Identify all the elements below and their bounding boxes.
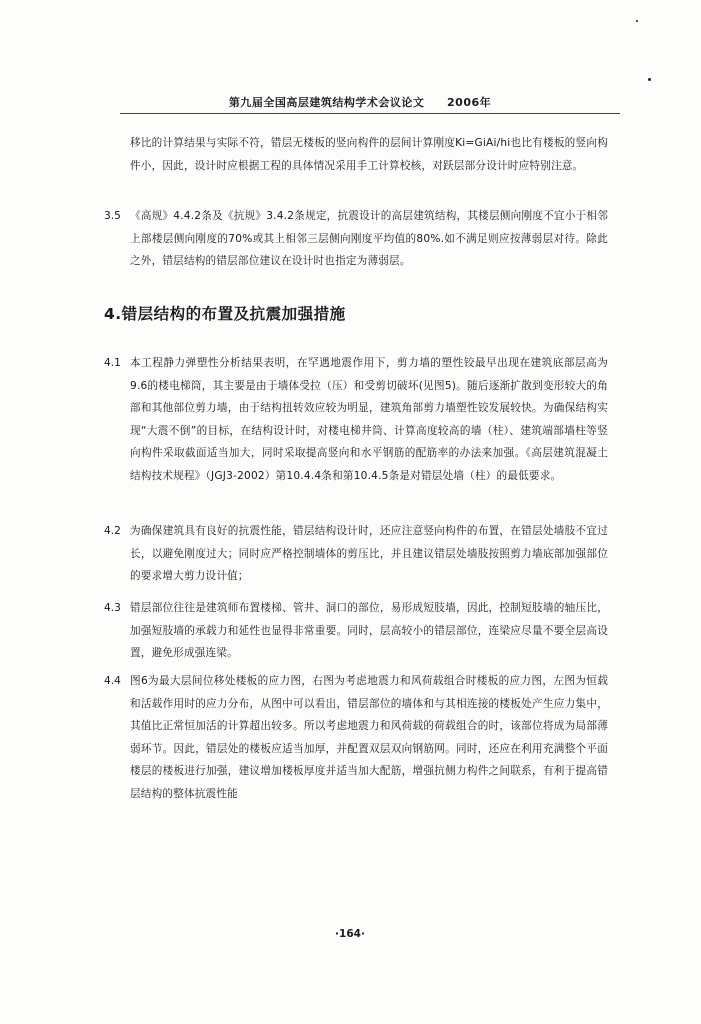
- item-number: 4.2: [104, 525, 121, 537]
- item-text: 为确保建筑具有良好的抗震性能，错层结构设计时，还应注意竖向构件的布置，在错层处墙肢不宜过长，以避免刚度过大；同时应严格控制墙体的剪压比，并且建议错层处墙肢按照剪力墙底部加强部位的要求增大剪力设计值；: [130, 525, 608, 582]
- item-text: 本工程静力弹塑性分析结果表明，在罕遇地震作用下，剪力墙的塑性铰最早出现在建筑底部层高为9.6的楼电梯筒，其主要是由于墙体受拉（压）和受剪切破坏(见图5)。随后逐渐扩散到变形较大的角部和其他部位剪力墙，由于结构扭转效应较为明显，建筑角部剪力墙塑性铰发展较快。为确保结构实现“大震不倒”的目标，在结构设计时，对楼电梯井筒、计算高度较高的墙（柱）、建筑端部墙柱等竖向构件采取截面适当加大，同时采取提高竖向和水平钢筋的配筋率的办法来加强。《高层建筑混凝土结构技术规程》（JGJ3-2002）第10.4.4条和第10.4.5条是对错层处墙（柱）的最低要求。: [130, 357, 608, 482]
- item-number: 4.4: [104, 675, 121, 687]
- scan-speck: [636, 20, 638, 22]
- header-year: 2006年: [447, 96, 492, 109]
- intro-paragraph: 移比的计算结果与实际不符，错层无楼板的竖向构件的层间计算刚度Ki=GiAi/hi也比有楼板的竖向构件小，因此，设计时应根据工程的具体情况采用手工计算校核，对跃层部分设计时应特别注意。: [130, 137, 608, 172]
- item-number: 4.1: [104, 357, 121, 369]
- running-header: [150, 94, 570, 110]
- page-number: ·164·: [335, 928, 365, 940]
- header-title: 第九届全国高层建筑结构学术会议论文: [228, 96, 425, 109]
- item-text: 《高规》4.4.2条及《抗规》3.4.2条规定，抗震设计的高层建筑结构，其楼层侧向刚度不宜小于相邻上部楼层侧向刚度的70%或其上相邻三层侧向刚度平均值的80%.如不满足则应按薄弱层对待。除此之外，错层结构的错层部位建议在设计时也指定为薄弱层。: [130, 210, 608, 267]
- item-text: 错层部位往往是建筑师布置楼梯、管井、洞口的部位，易形成短肢墙，因此，控制短肢墙的轴压比，加强短肢墙的承载力和延性也显得非常重要。同时，层高较小的错层部位，连梁应尽量不要全层高设置，避免形成强连梁。: [130, 602, 608, 659]
- item-number: 4.3: [104, 602, 121, 614]
- header-rule: [120, 113, 620, 114]
- item-number: 3.5: [104, 210, 121, 222]
- scan-speck: [648, 78, 651, 81]
- section-title: 4.错层结构的布置及抗震加强措施: [104, 305, 346, 323]
- item-text: 图6为最大层间位移处楼板的应力图，右图为考虑地震力和风荷载组合时楼板的应力图，左图为恒载和活载作用时的应力分布，从图中可以看出，错层部位的墙体和与其相连接的楼板处产生应力集中，其值比正常恒加活的计算超出较多。所以考虑地震力和风荷载的荷载组合的时，该部位将成为局部薄弱环节。因此，错层处的楼板应适当加厚，并配置双层双向钢筋网。同时，还应在利用充满整个平面楼层的楼板进行加强，建议增加楼板厚度并适当加大配筋，增强抗侧力构件之间联系，有利于提高错层结构的整体抗震性能: [130, 675, 608, 800]
